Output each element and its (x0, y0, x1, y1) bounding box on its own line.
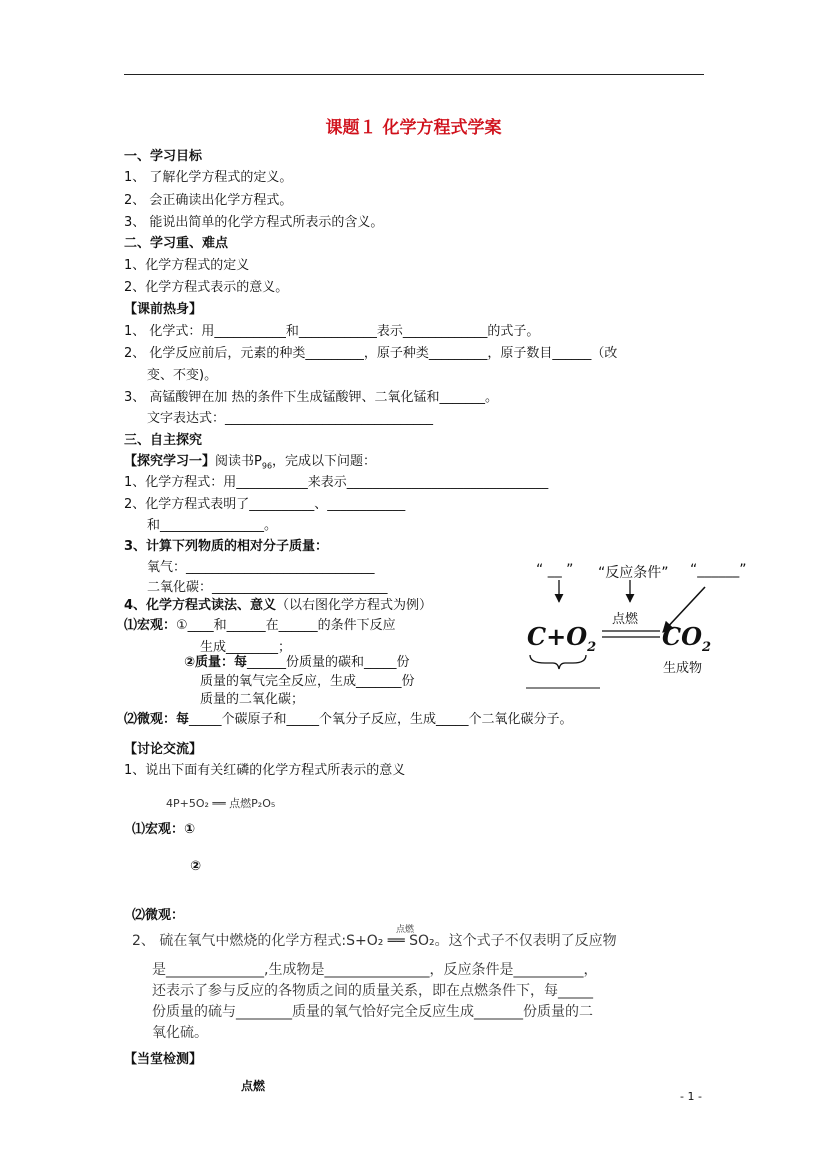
key-point-1: 1、化学方程式的定义 (124, 258, 250, 273)
sulfur-line-1: 2、 硫在氧气中燃烧的化学方程式:S+O₂ ══ SO₂。这个式子不仅表明了反应物 (132, 933, 617, 949)
equation-reactants (527, 622, 596, 655)
macro-label: ⑴宏观： (124, 618, 177, 633)
header-rule (124, 74, 704, 75)
explore-1-page-sub: 96 (261, 461, 273, 471)
explore-1-post: ，完成以下问题： (272, 454, 377, 469)
mass-text-1: ______份质量的碳和_____份 (247, 655, 410, 670)
mass-label: ②质量：每 (184, 655, 248, 670)
discussion-micro: ⑵微观： (132, 908, 185, 923)
discussion-1: 1、说出下面有关红磷的化学方程式所表示的意义 (124, 763, 406, 778)
section-heading-warmup: 【课前热身】 (124, 302, 203, 317)
sulfur-condition: 点燃 (396, 925, 415, 935)
figure-label-right: “______” (690, 562, 747, 578)
explore-1-q3: 3、计算下列物质的相对分子质量： (124, 539, 329, 554)
section-heading-goals: 一、学习目标 (124, 149, 203, 164)
figure-label-left: “ __ ” (536, 562, 574, 578)
page-title: 课题１ 化学方程式学案 (325, 118, 502, 138)
warmup-1: 1、 化学式：用___________和____________表示_____________的式子。 (124, 324, 540, 339)
sulfur-line-5: 氧化硫。 (152, 1025, 208, 1041)
warmup-2-cont: 变、不变)。 (147, 368, 218, 383)
key-point-2: 2、化学方程式表示的意义。 (124, 280, 289, 295)
explore-1-q4-heading: 4、化学方程式读法、意义 (124, 598, 277, 613)
co2-mass-line: 二氧化碳：___________________________ (147, 580, 388, 595)
explore-1-q4 (124, 594, 432, 613)
section-heading-explore: 三、自主探究 (124, 433, 203, 448)
warmup-3-expression: 文字表达式：________________________________ (147, 411, 434, 426)
figure-condition: 点燃 (612, 612, 639, 627)
discussion-macro: ⑴宏观：① (132, 822, 196, 837)
goal-3: 3、 能说出简单的化学方程式所表示的含义。 (124, 215, 384, 230)
figure-label-condition: “反应条件” (598, 565, 669, 581)
discussion-circle-2: ② (190, 859, 202, 874)
oxygen-mass-line: 氧气：_____________________________ (147, 560, 375, 575)
sulfur-line-4: 份质量的硫与________质量的氧气恰好完全反应生成_______份质量的二 (152, 1004, 593, 1020)
phosphorus-equation: 4P+5O₂ ══ 点燃P₂O₅ (166, 797, 276, 810)
goal-1: 1、 了解化学方程式的定义。 (124, 170, 293, 185)
mass-line-1 (184, 651, 410, 670)
explore-1-label: 【探究学习一】 (124, 454, 216, 469)
reactant-brace (530, 655, 586, 669)
mass-line-2: 质量的氧气完全反应，生成_______份 (200, 674, 415, 689)
check-ignite-label: 点燃 (241, 1079, 266, 1093)
sulfur-line-2: 是______________,生成物是_______________，反应条件是__________， (152, 962, 598, 978)
product-text: CO (662, 622, 703, 651)
explore-1-text: 阅读书P (215, 454, 262, 469)
section-heading-discussion: 【讨论交流】 (124, 742, 203, 757)
figure-product-label: 生成物 (663, 661, 703, 676)
page-number: - 1 - (680, 1090, 702, 1103)
micro-label: ⑵微观：每 (124, 712, 190, 727)
explore-1-q2-cont: 和________________。 (147, 518, 278, 533)
sulfur-line-3: 还表示了参与反应的各物质之间的质量关系，即在点燃条件下，每_____ (152, 983, 593, 999)
micro-line (124, 708, 573, 727)
warmup-3: 3、 高锰酸钾在加 热的条件下生成锰酸钾、二氧化锰和_______。 (124, 390, 499, 405)
macro-line-1 (124, 614, 396, 633)
reactants-sub: 2 (587, 639, 597, 655)
macro-text-1: ①____和______在______的条件下反应 (176, 618, 396, 633)
section-heading-check: 【当堂检测】 (124, 1052, 203, 1067)
explore-1-q1: 1、化学方程式：用___________来表示_______________________________ (124, 475, 549, 490)
reactants-text: C+O (527, 622, 588, 651)
product-sub: 2 (702, 639, 712, 655)
warmup-2: 2、 化学反应前后，元素的种类_________，原子种类_________，原子数目______（改 (124, 346, 618, 361)
explore-1-q4-note: （以右图化学方程式为例） (276, 598, 433, 613)
equation-product (662, 622, 711, 655)
goal-2: 2、 会正确读出化学方程式。 (124, 193, 293, 208)
section-heading-key-points: 二、学习重、难点 (124, 236, 229, 251)
macro-line-1b: 生成________； (200, 640, 292, 655)
explore-1-intro (124, 450, 376, 471)
micro-text: _____个碳原子和_____个氧分子反应，生成_____个二氧化碳分子。 (189, 712, 573, 727)
mass-line-3: 质量的二氧化碳； (200, 692, 305, 707)
explore-1-q2: 2、化学方程式表明了__________、____________ (124, 497, 406, 512)
